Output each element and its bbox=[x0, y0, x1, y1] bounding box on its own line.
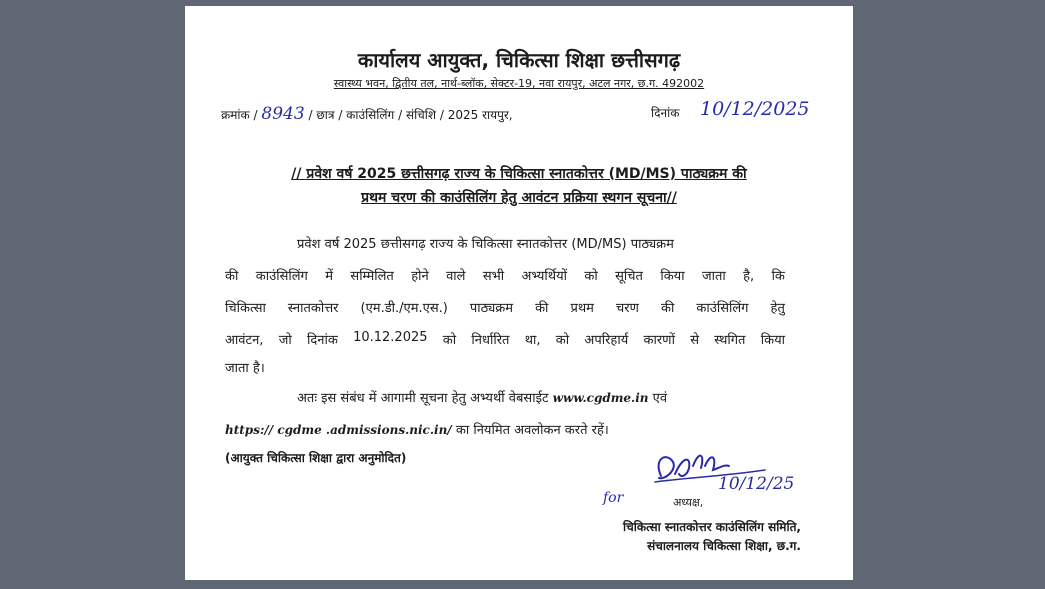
website-link-cgdme[interactable]: www.cgdme.in bbox=[552, 391, 649, 405]
paragraph-2-end: का नियमित अवलोकन करते रहें। bbox=[455, 423, 609, 438]
signature-date: 10/12/25 bbox=[718, 474, 795, 494]
document-page bbox=[185, 6, 853, 580]
paragraph-2-line-2 bbox=[225, 420, 609, 438]
paragraph-2-and: एवं bbox=[652, 391, 668, 406]
office-title: कार्यालय आयुक्त, चिकित्सा शिक्षा छत्तीसगढ़ bbox=[357, 48, 681, 72]
paragraph-2-line-1 bbox=[297, 388, 667, 406]
signatory-title: अध्यक्ष, bbox=[673, 496, 704, 509]
paragraph-1-line-4: आवंटन, जो दिनांक 10.12.2025 को निर्धारित था, को अपरिहार्य कारणों से स्थगित किया bbox=[225, 330, 785, 348]
notice-heading-line-2: प्रथम चरण की काउंसिलिंग हेतु आवंटन प्रक्रिया स्थगन सूचना// bbox=[361, 190, 677, 206]
reference-prefix: क्रमांक / bbox=[221, 108, 258, 122]
approval-note: (आयुक्त चिकित्सा शिक्षा द्वारा अनुमोदित) bbox=[225, 451, 407, 465]
paragraph-2-text: अतः इस संबंध में आगामी सूचना हेतु अभ्यर्थी वेबसाईट bbox=[297, 391, 549, 406]
website-link-admissions[interactable]: https:// cgdme .admissions.nic.in/ bbox=[225, 423, 452, 437]
signatory-office: संचालनालय चिकित्सा शिक्षा, छ.ग. bbox=[647, 539, 801, 553]
paragraph-1-line-5: जाता है। bbox=[225, 361, 265, 376]
signature-for: for bbox=[603, 490, 624, 506]
paragraph-1-line-2: की काउंसिलिंग में सम्मिलित होने वाले सभी अभ्यर्थियों को सूचित किया जाता है, कि bbox=[225, 269, 785, 284]
reference-line bbox=[221, 104, 513, 124]
reference-number: 8943 bbox=[261, 104, 305, 124]
notice-heading-line-1: // प्रवेश वर्ष 2025 छत्तीसगढ़ राज्य के चिकित्सा स्नातकोत्तर (MD/MS) पाठ्यक्रम की bbox=[291, 166, 747, 182]
signatory-committee: चिकित्सा स्नातकोत्तर काउंसिलिंग समिति, bbox=[623, 520, 801, 534]
office-address: स्वास्थ्य भवन, द्वितीय तल, नार्थ-ब्लॉक, सेक्टर-19, नवा रायपुर, अटल नगर, छ.ग. 492002 bbox=[333, 77, 705, 90]
date-label: दिनांक bbox=[651, 106, 680, 120]
paragraph-1-line-1: प्रवेश वर्ष 2025 छत्तीसगढ़ राज्य के चिकित्सा स्नातकोत्तर (MD/MS) पाठ्यक्रम bbox=[297, 237, 674, 252]
paragraph-1-line-3: चिकित्सा स्नातकोत्तर (एम.डी./एम.एस.) पाठ्यक्रम की प्रथम चरण की काउंसिलिंग हेतु bbox=[225, 301, 785, 316]
reference-suffix: / छात्र / काउंसिलिंग / संचिशि / 2025 रायपुर, bbox=[308, 108, 513, 122]
date-value: 10/12/2025 bbox=[700, 98, 810, 120]
